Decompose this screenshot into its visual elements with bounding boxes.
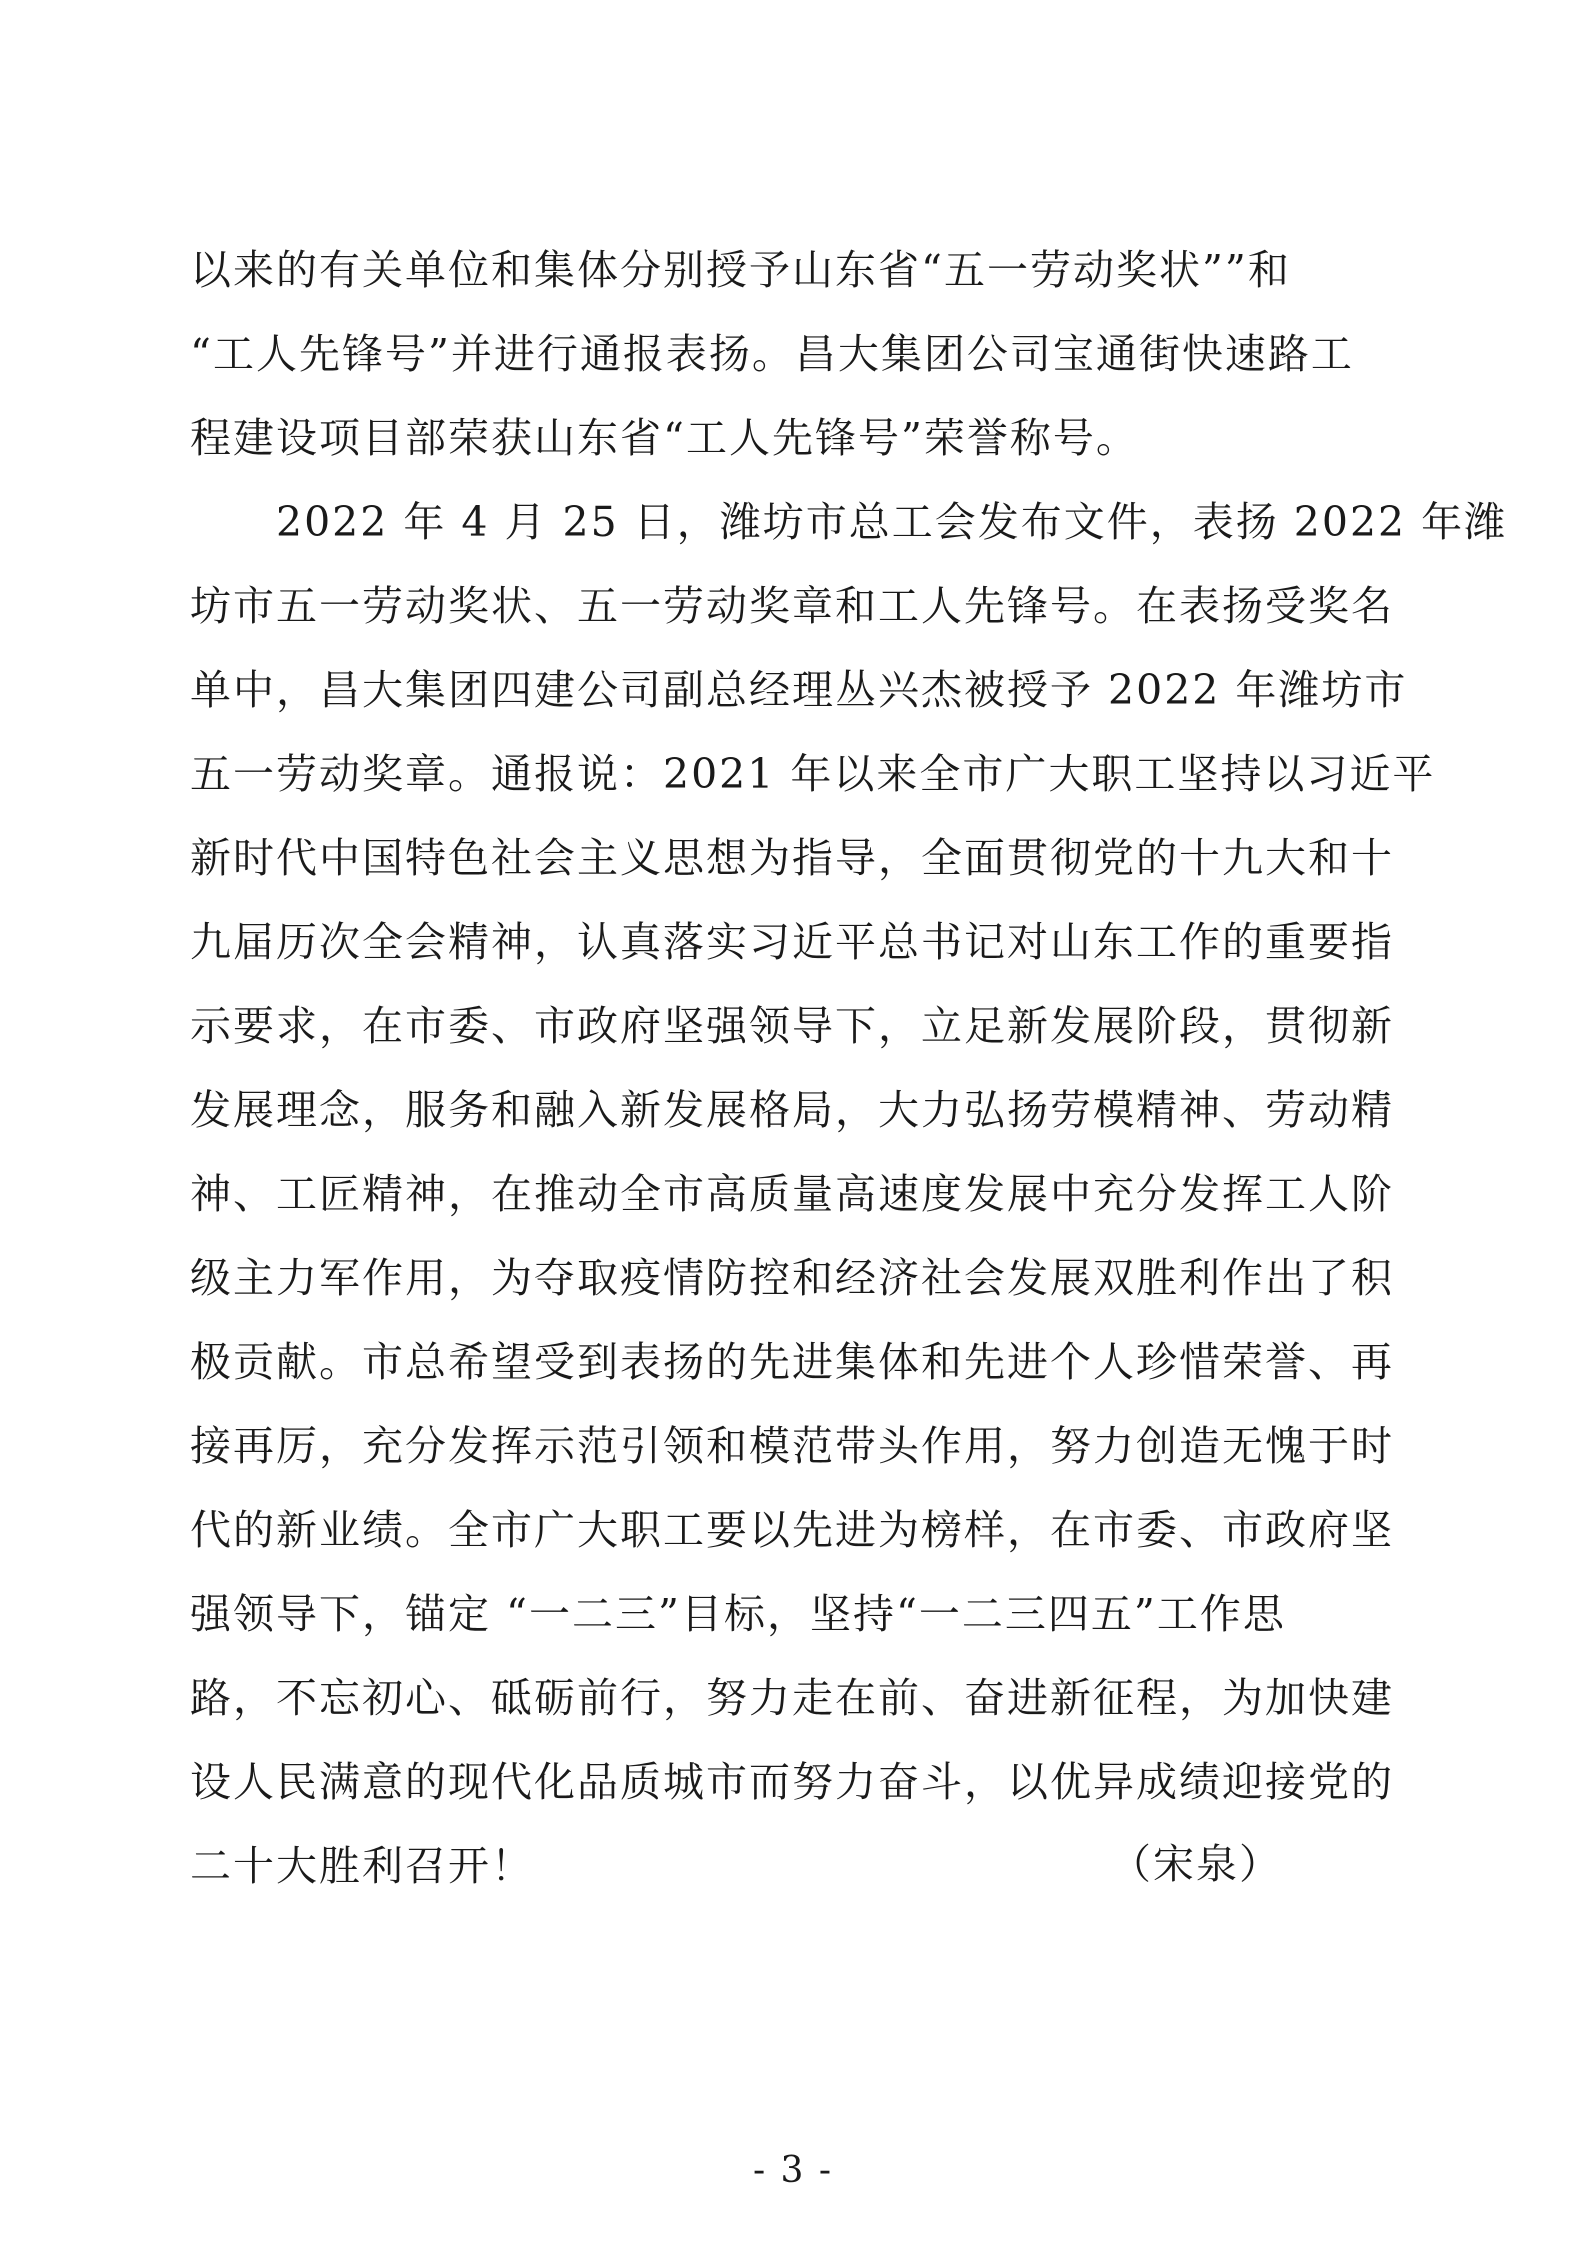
- page-number: - 3 -: [752, 2150, 834, 2191]
- text-line: 程建设项目部荣获山东省“工人先锋号”荣誉称号。: [190, 414, 1139, 462]
- text-line: 神、工匠精神，在推动全市高质量高速度发展中充分发挥工人阶: [190, 1170, 1394, 1218]
- text-line: 坊市五一劳动奖状、五一劳动奖章和工人先锋号。在表扬受奖名: [190, 582, 1394, 630]
- text-line: 路，不忘初心、砥砺前行，努力走在前、奋进新征程，为加快建: [190, 1674, 1394, 1722]
- text-line: 发展理念，服务和融入新发展格局，大力弘扬劳模精神、劳动精: [190, 1086, 1394, 1134]
- text-line: 接再厉，充分发挥示范引领和模范带头作用，努力创造无愧于时: [190, 1422, 1394, 1470]
- text-line: 九届历次全会精神，认真落实习近平总书记对山东工作的重要指: [190, 918, 1394, 966]
- text-line: 二十大胜利召开！: [190, 1842, 534, 1890]
- text-line: 强领导下，锚定 “一二三”目标，坚持“一二三四五”工作思: [190, 1590, 1286, 1638]
- text-line: 代的新业绩。全市广大职工要以先进为榜样，在市委、市政府坚: [190, 1506, 1394, 1554]
- text-line: 单中，昌大集团四建公司副总经理丛兴杰被授予 2022 年潍坊市: [190, 666, 1408, 714]
- text-line: 级主力军作用，为夺取疫情防控和经济社会发展双胜利作出了积: [190, 1254, 1394, 1302]
- text-line: 以来的有关单位和集体分别授予山东省“五一劳动奖状””和: [190, 246, 1291, 294]
- author-signature: （宋泉）: [1110, 1840, 1282, 1888]
- text-line: 示要求，在市委、市政府坚强领导下，立足新发展阶段，贯彻新: [190, 1002, 1394, 1050]
- text-line: 极贡献。市总希望受到表扬的先进集体和先进个人珍惜荣誉、再: [190, 1338, 1394, 1386]
- text-line: 2022 年 4 月 25 日，潍坊市总工会发布文件，表扬 2022 年潍: [190, 498, 1508, 546]
- text-line: “工人先锋号”并进行通报表扬。昌大集团公司宝通街快速路工: [190, 330, 1354, 378]
- text-line: 五一劳动奖章。通报说：2021 年以来全市广大职工坚持以习近平: [190, 750, 1436, 798]
- text-line: 设人民满意的现代化品质城市而努力奋斗，以优异成绩迎接党的: [190, 1758, 1394, 1806]
- body-text: [190, 228, 1508, 1908]
- text-line: 新时代中国特色社会主义思想为指导，全面贯彻党的十九大和十: [190, 834, 1394, 882]
